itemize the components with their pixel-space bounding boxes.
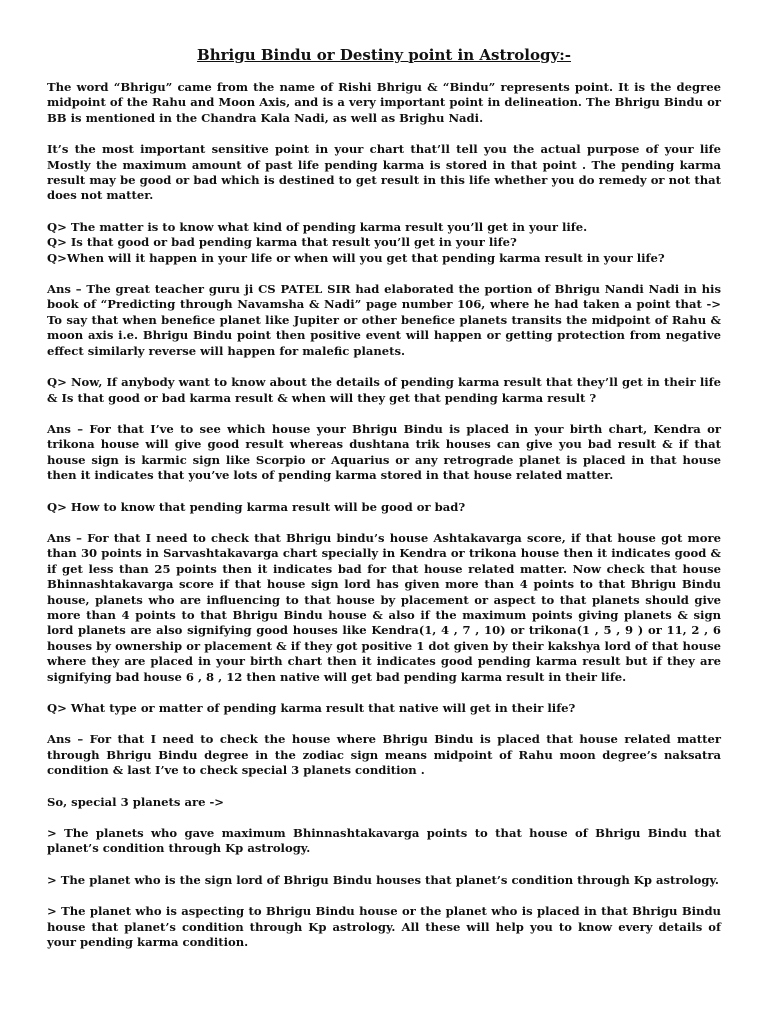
bullet-paragraph: > The planets who gave maximum Bhinnashtakavarga points to that house of Bhrigu Bindu that planet’s condition through Kp astrology.	[47, 826, 721, 856]
question-line: Q>When will it happen in your life or when will you get that pending karma result in your life?	[47, 250, 665, 265]
answer-paragraph: Ans – For that I need to check the house where Bhrigu Bindu is placed that house related matter through Bhrigu Bindu degree in the zodiac sign means midpoint of Rahu moon degree’s naksatra condition & last I’ve to check special 3 planets condition .	[47, 732, 721, 778]
page-title: Bhrigu Bindu or Destiny point in Astrology:-	[197, 46, 571, 64]
question-paragraph: Q> What type or matter of pending karma result that native will get in their life?	[47, 701, 576, 715]
paragraph-intro: The word “Bhrigu” came from the name of Rishi Bhrigu & “Bindu” represents point. It is the degree midpoint of the Rahu and Moon Axis, and is a very important point in delineation. The Bhrigu Bindu or BB is mentioned in the Chandra Kala Nadi, as well as Brighu Nadi.	[47, 80, 721, 125]
answer-paragraph: Ans – For that I’ve to see which house your Bhrigu Bindu is placed in your birth chart, Kendra or trikona house will give good result whereas dushtana trik houses can give you bad result & if that house sign is karmic sign like Scorpio or Aquarius or any retrograde planet is placed in that house then it indicates that you’ve lots of pending karma stored in that house related matter.	[47, 421, 721, 483]
question-paragraph: Q> Now, If anybody want to know about the details of pending karma result that they’ll get in their life & Is that good or bad karma result & when will they get that pending karma result ?	[47, 375, 721, 405]
bullet-paragraph: > The planet who is the sign lord of Bhrigu Bindu houses that planet’s condition through Kp astrology.	[47, 872, 719, 887]
special-planets-heading: So, special 3 planets are ->	[47, 794, 225, 809]
question-line: Q> The matter is to know what kind of pending karma result you’ll get in your life.	[47, 219, 588, 234]
question-paragraph: Q> How to know that pending karma result will be good or bad?	[47, 499, 466, 514]
bullet-paragraph: > The planet who is aspecting to Bhrigu Bindu house or the planet who is placed in that Bhrigu Bindu house that planet’s condition through Kp astrology. All these will help you to know every details of your pending karma condition.	[47, 904, 721, 950]
question-line: Q> Is that good or bad pending karma that result you’ll get in your life?	[47, 235, 517, 250]
paragraph-sensitive-point: It’s the most important sensitive point in your chart that’ll tell you the actual purpose of your life Mostly the maximum amount of past life pending karma is stored in that point . The pending karma result may be good or bad which is destined to get result in this life whether you do remedy or not that does not matter.	[47, 142, 721, 203]
answer-paragraph: Ans – The great teacher guru ji CS PATEL SIR had elaborated the portion of Bhrigu Nandi Nadi in his book of “Predicting through Navamsha & Nadi” page number 106, where he had taken a point that -> To say that when benefice planet like Jupiter or other benefice planets transits the midpoint of Rahu & moon axis i.e. Bhrigu Bindu point then positive event will happen or getting protection from negative effect similarly reverse will happen for malefic planets.	[47, 282, 721, 358]
question-group	[47, 220, 721, 266]
answer-paragraph: Ans – For that I need to check that Bhrigu bindu’s house Ashtakavarga score, if that house got more than 30 points in Sarvashtakavarga chart specially in Kendra or trikona house then it indicates good & if get less than 25 points then it indicates bad for that house related matter. Now check that house Bhinnashtakavarga score if that house sign lord has given more than 4 points to that Bhrigu Bindu house, planets who are influencing to that house by placement or aspect to that planets should give more than 4 points to that Bhrigu Bindu house & also if the maximum points giving planets & sign lord planets are also signifying good houses like Kendra(1, 4 , 7 , 10) or trikona(1 , 5 , 9 ) or 11, 2 , 6 houses by ownership or placement & if they got positive 1 dot given by their kakshya lord of that house where they are placed in your birth chart then it indicates good pending karma result but if they are signifying bad house 6 , 8 , 12 then native will get bad pending karma result in their life.	[47, 530, 721, 684]
